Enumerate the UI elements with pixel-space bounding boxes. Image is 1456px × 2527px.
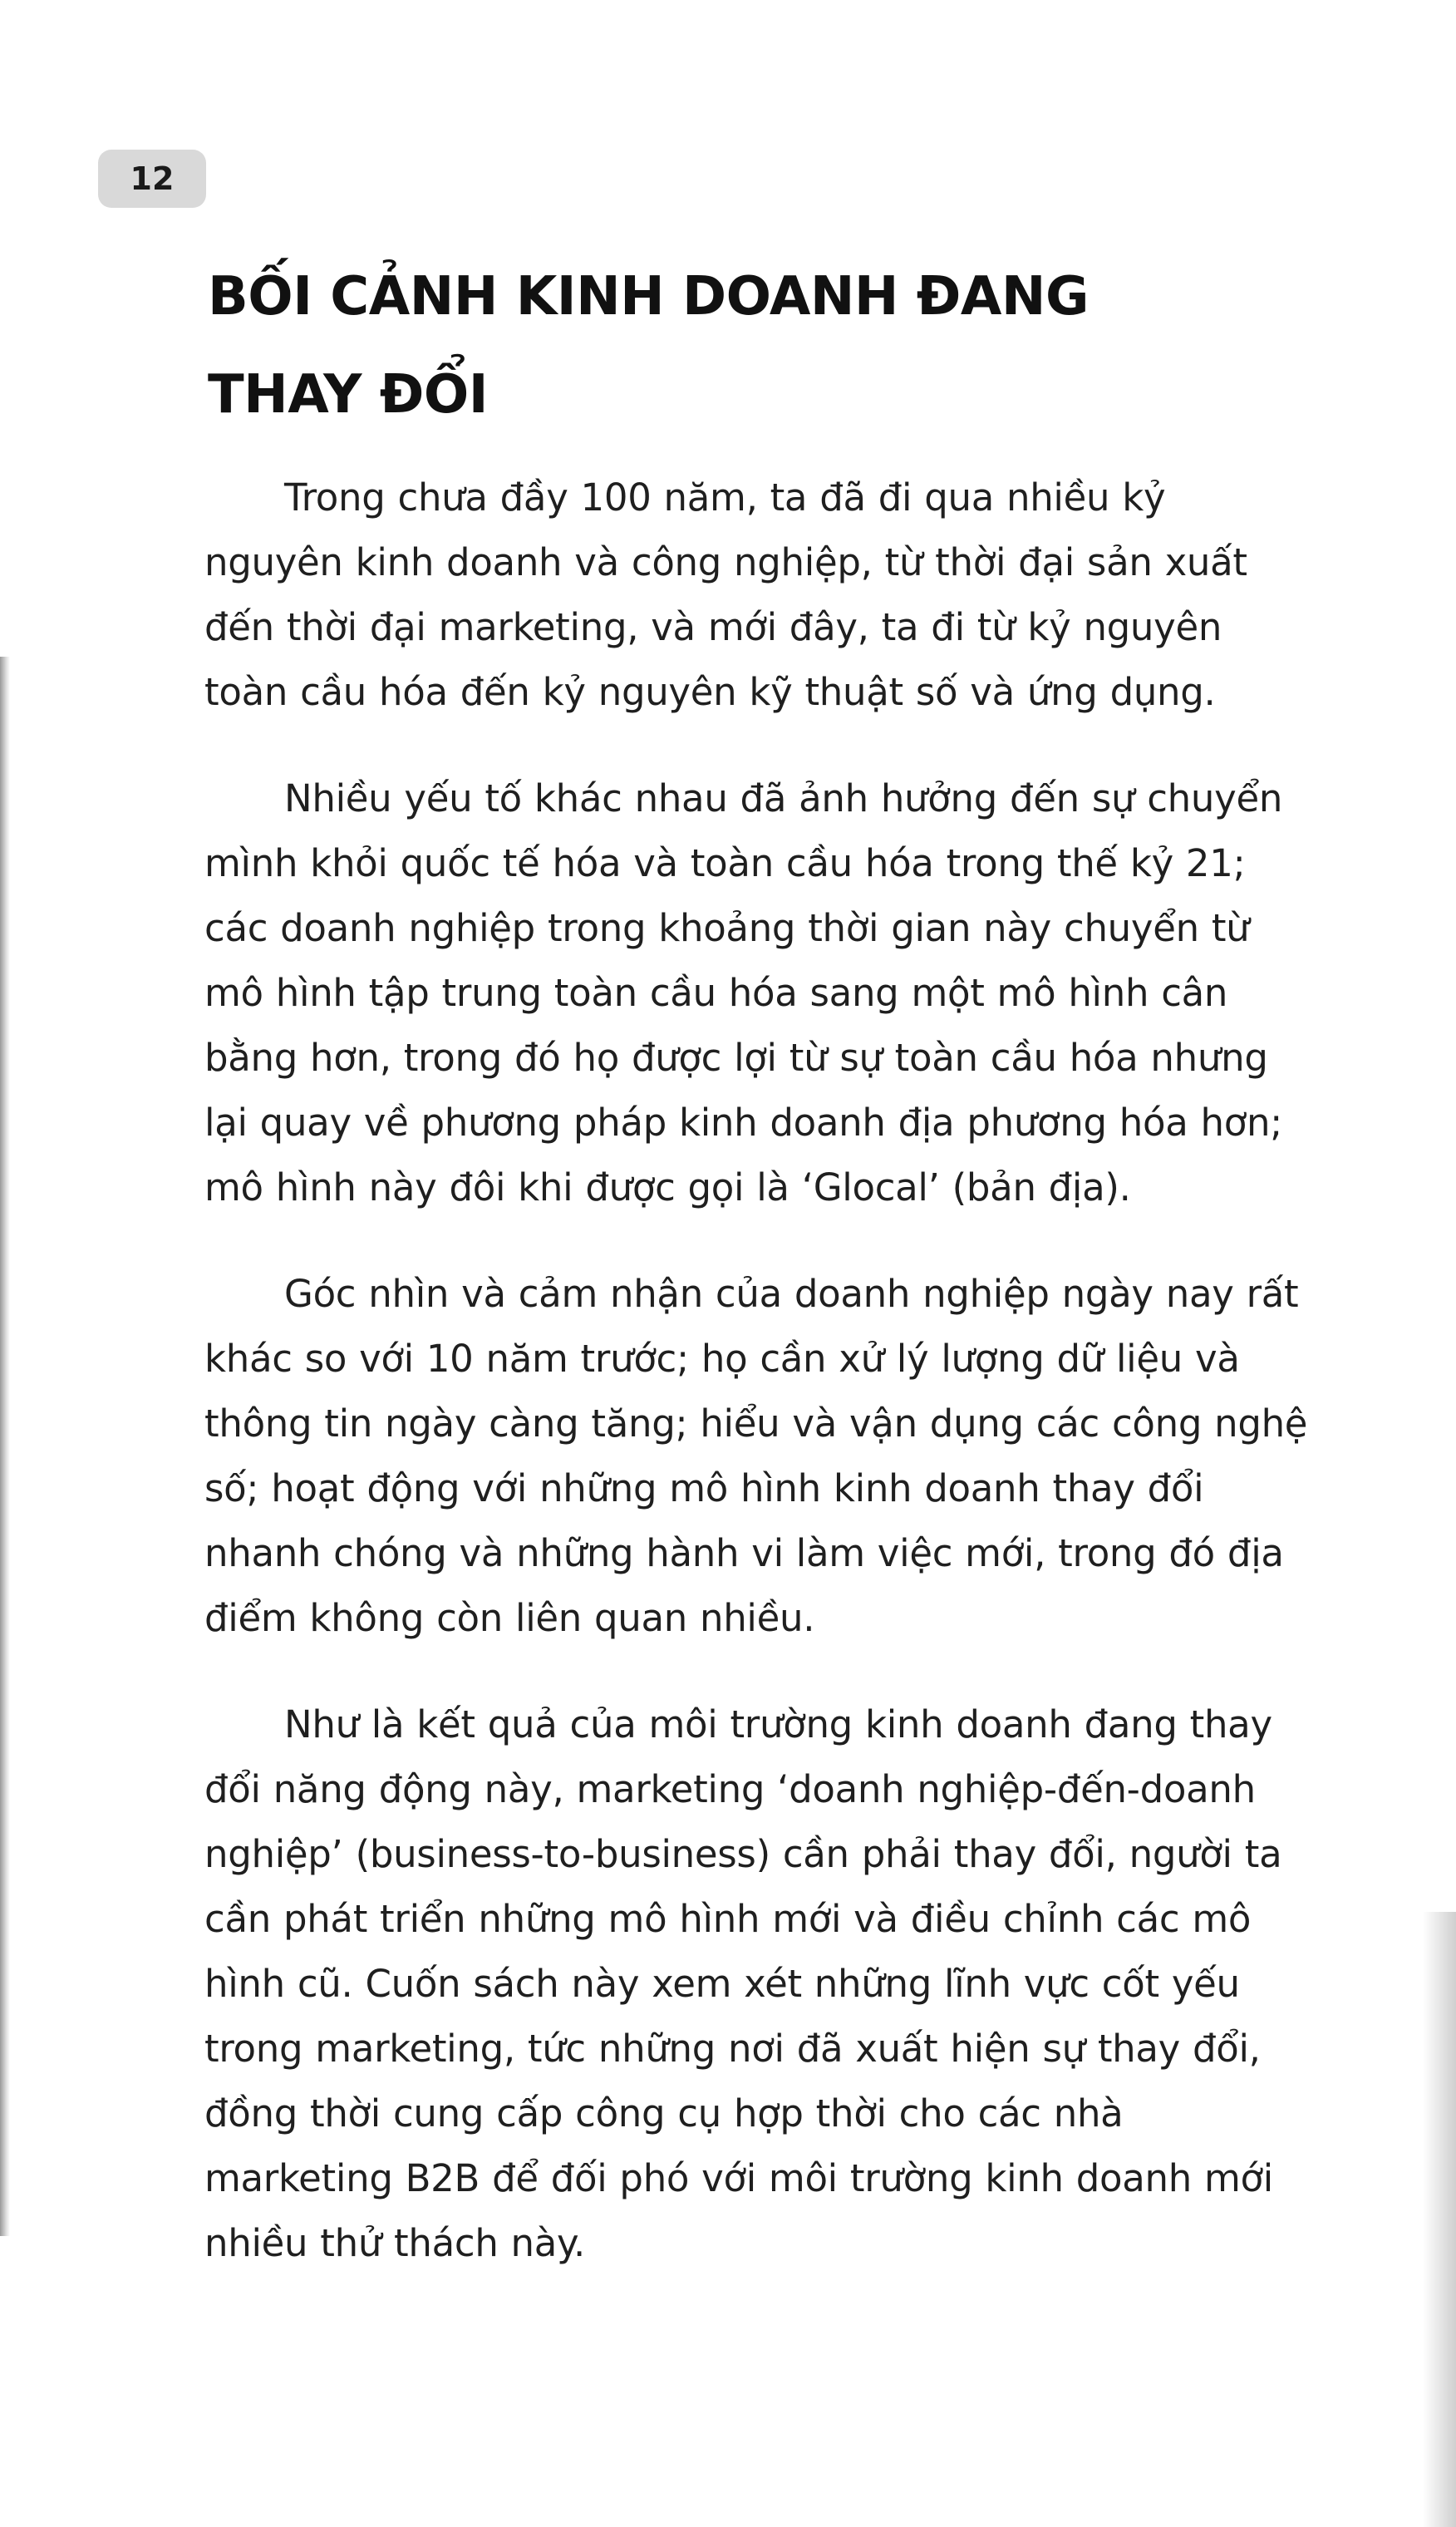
paragraph-4: Như là kết quả của môi trường kinh doanh đang thay đổi năng động này, marketing ‘doanh nghiệp-đến-doanh nghiệp’ (business-to-business) cần phải thay đổi, người ta cần phát triển những mô hình mới và điều chỉnh các mô hình cũ. Cuốn sách này xem xét những lĩnh vực cốt yếu trong marketing, tức những nơi đã xuất hiện sự thay đổi, đồng thời cung cấp công cụ hợp thời cho các nhà marketing B2B để đối phó với môi trường kinh doanh mới nhiều thử thách này. — [204, 1702, 1282, 2265]
page-edge-shadow-right — [1423, 1912, 1456, 2527]
paragraph-2: Nhiều yếu tố khác nhau đã ảnh hưởng đến sự chuyển mình khỏi quốc tế hóa và toàn cầu hóa trong thế kỷ 21; các doanh nghiệp trong khoảng thời gian này chuyển từ mô hình tập trung toàn cầu hóa sang một mô hình cân bằng hơn, trong đó họ được lợi từ sự toàn cầu hóa nhưng lại quay về phương pháp kinh doanh địa phương hóa hơn; mô hình này đôi khi được gọi là ‘Glocal’ (bản địa). — [204, 776, 1283, 1209]
chapter-title-line-1: BỐI CẢNH KINH DOANH ĐANG — [208, 266, 1089, 328]
paragraph-3: Góc nhìn và cảm nhận của doanh nghiệp ngày nay rất khác so với 10 năm trước; họ cần xử lý lượng dữ liệu và thông tin ngày càng tăng; hiểu và vận dụng các công nghệ số; hoạt động với những mô hình kinh doanh thay đổi nhanh chóng và những hành vi làm việc mới, trong đó địa điểm không còn liên quan nhiều. — [204, 1272, 1308, 1640]
paragraph-1: Trong chưa đầy 100 năm, ta đã đi qua nhiều kỷ nguyên kinh doanh và công nghiệp, từ thời đại sản xuất đến thời đại marketing, và mới đây, ta đi từ kỷ nguyên toàn cầu hóa đến kỷ nguyên kỹ thuật số và ứng dụng. — [204, 475, 1247, 714]
chapter-title-line-2: THAY ĐỔI — [208, 364, 489, 426]
page-edge-shadow-left — [0, 657, 10, 2236]
body-text — [204, 466, 1310, 2318]
chapter-title — [208, 248, 1288, 444]
page-number: 12 — [98, 150, 206, 208]
